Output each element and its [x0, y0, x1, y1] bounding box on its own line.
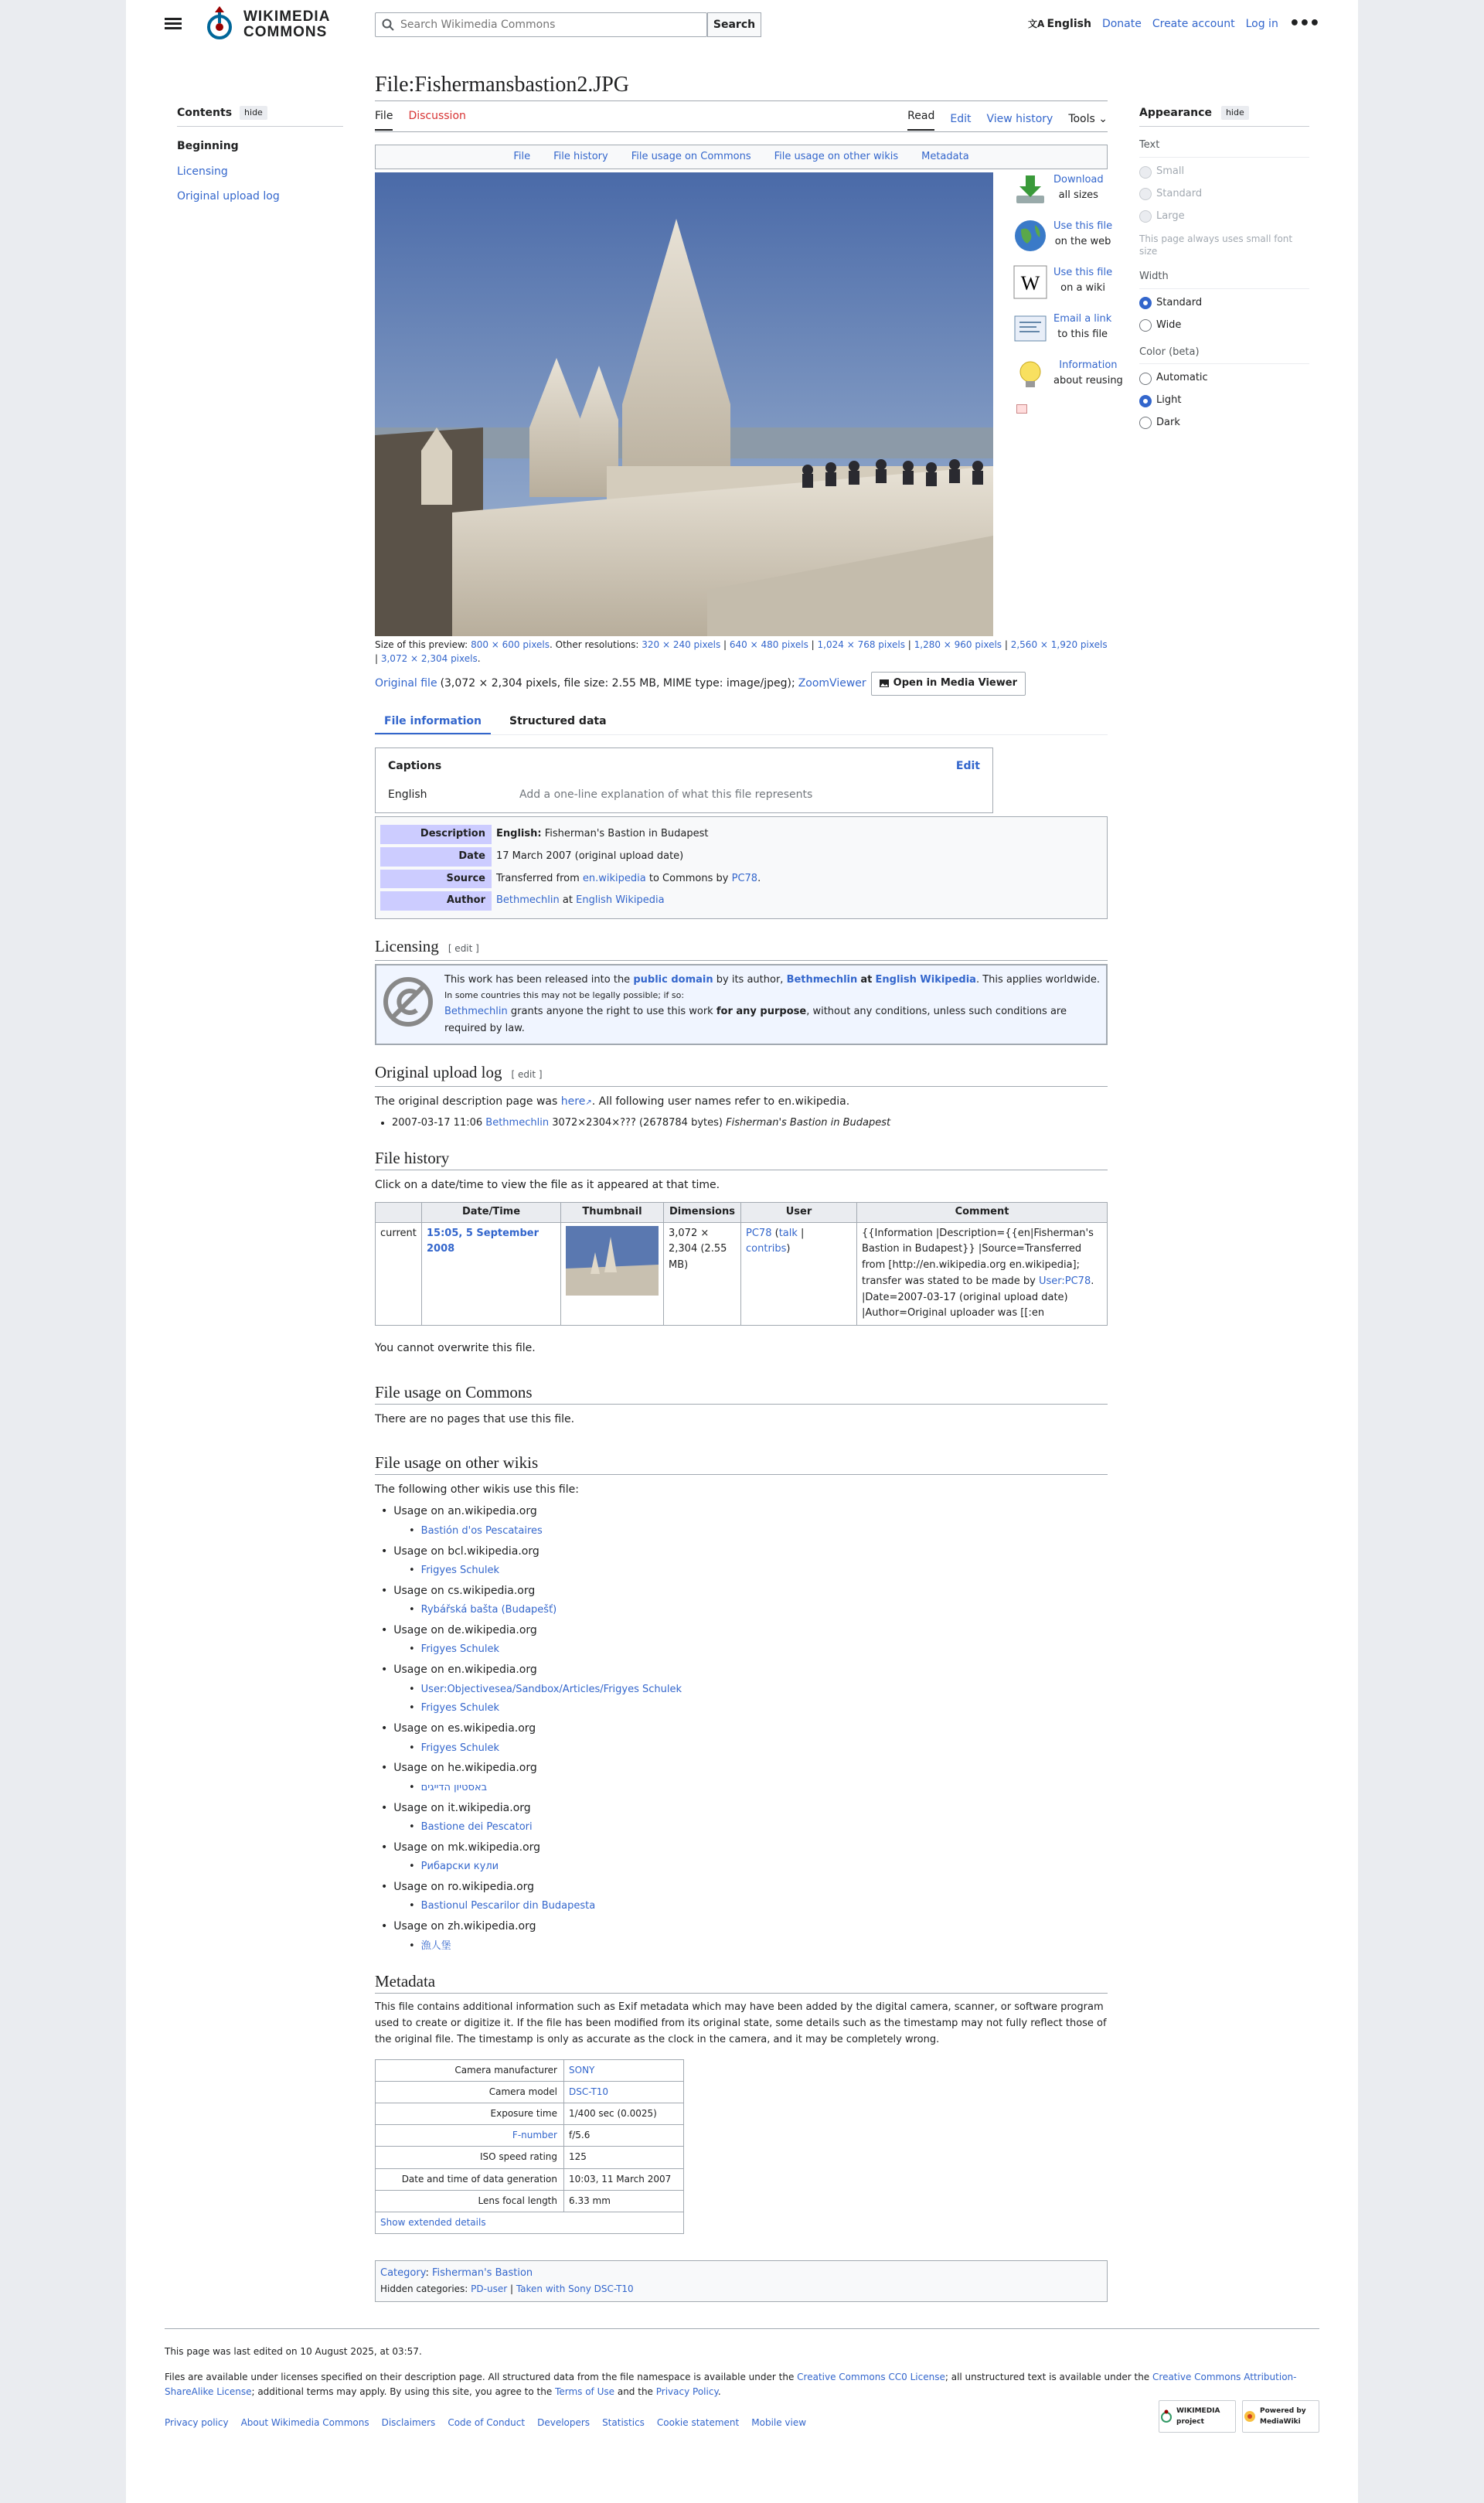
toc-item-upload-log[interactable]: Original upload log: [177, 190, 280, 203]
upload-log-entry: • 2007-03-17 11:06 Bethmechlin 3072×2304×??? (2678784 bytes) Fisherman's Bastion in Budapest: [392, 1115, 1108, 1132]
original-file-link[interactable]: Original file: [375, 677, 437, 690]
tool-use-web-text: on the web: [1054, 235, 1111, 247]
original-file-info: (3,072 × 2,304 pixels, file size: 2.55 MB, MIME type: image/jpeg);: [440, 677, 795, 690]
open-media-viewer-button[interactable]: Open in Media Viewer: [871, 672, 1026, 696]
res-link-2560[interactable]: 2,560 × 1,920 pixels: [1010, 639, 1108, 650]
filetoc-metadata[interactable]: Metadata: [921, 150, 969, 162]
color-light-radio[interactable]: Light: [1139, 393, 1309, 409]
upload-log-intro: The original description page was here↗. All following user names refer to en.wikipedia.: [375, 1095, 850, 1108]
cc0-link[interactable]: Creative Commons CC0 License: [797, 2372, 945, 2383]
footer-developers[interactable]: Developers: [537, 2416, 591, 2428]
mediawiki-badge[interactable]: Powered by MediaWiki: [1242, 2400, 1319, 2433]
licensing-heading: Licensing [ edit ]: [375, 935, 1108, 961]
source-link-pc78[interactable]: PC78: [731, 872, 758, 884]
footer: [165, 2328, 1319, 2430]
list-item: • Usage on bcl.wikipedia.org: [381, 1543, 1108, 1560]
tab-file-information[interactable]: File information: [375, 713, 491, 734]
file-preview-image[interactable]: [375, 172, 993, 636]
footer-privacy-policy[interactable]: Privacy policy: [165, 2416, 229, 2428]
col-thumbnail: Thumbnail: [561, 1202, 664, 1222]
ccbysa-link[interactable]: Creative Commons Attribution-ShareAlike License: [165, 2372, 1297, 2398]
row-dimensions: 3,072 × 2,304 (2.55 MB): [664, 1222, 741, 1326]
usage-page-link[interactable]: • User:Objectivesea/Sandbox/Articles/Frigyes Schulek: [420, 1683, 682, 1695]
res-link-1280[interactable]: 1,280 × 960 pixels: [914, 639, 1002, 650]
pd-author-link-2[interactable]: Bethmechlin: [444, 1005, 508, 1017]
list-item: • Usage on de.wikipedia.org: [381, 1622, 1108, 1639]
upload-log-edit-link[interactable]: [ edit ]: [511, 1069, 543, 1081]
list-item: • Usage on zh.wikipedia.org: [381, 1918, 1108, 1935]
date-value: 17 March 2007 (original upload date): [496, 850, 684, 862]
last-edited: This page was last edited on 10 August 2025, at 03:57.: [165, 2346, 422, 2357]
license-text: Files are available under licenses specified on their description page. All structured data from the file namespace is available under the Creative Commons CC0 License; all unstructured text is available under the Creative Commons Attribution-ShareAlike License; additional terms may apply. By using this site, you agree to the Terms of Use and the Privacy Policy.: [165, 2372, 1297, 2398]
search-input[interactable]: [400, 16, 694, 33]
table-row: F-number f/5.6: [376, 2125, 684, 2147]
broken-image-icon: [1016, 404, 1027, 414]
upload-log-list: [392, 1115, 1108, 1132]
wikimedia-commons-logo[interactable]: [200, 5, 239, 43]
row-datetime-link[interactable]: 15:05, 5 September 2008: [427, 1227, 539, 1255]
usage-page-link[interactable]: • Bastionul Pescarilor din Budapesta: [420, 1900, 596, 1912]
table-of-contents: [177, 104, 343, 213]
wikipedia-icon: [1013, 265, 1047, 299]
file-image-area: [375, 172, 1123, 652]
caption-placeholder[interactable]: Add a one-line explanation of what this file represents: [519, 788, 813, 801]
licensing-edit-link[interactable]: [ edit ]: [448, 943, 479, 955]
row-contribs-link[interactable]: contribs: [746, 1243, 787, 1255]
usage-other-intro: The following other wikis use this file:: [375, 1483, 579, 1497]
privacy-policy-inline-link[interactable]: Privacy Policy: [655, 2386, 718, 2398]
file-toc: [375, 145, 1108, 169]
translate-icon: [1028, 18, 1045, 30]
footer-cookie-statement[interactable]: Cookie statement: [656, 2416, 740, 2428]
page-tabs: [375, 101, 1108, 132]
col-datetime: Date/Time: [422, 1202, 561, 1222]
col-user: User: [741, 1202, 857, 1222]
footer-mobile-view[interactable]: Mobile view: [751, 2416, 807, 2428]
tool-download-link[interactable]: Download: [1053, 174, 1104, 186]
more-options-icon[interactable]: •••: [1288, 14, 1319, 34]
list-item: • Usage on mk.wikipedia.org: [381, 1839, 1108, 1856]
public-domain-icon: [383, 976, 434, 1027]
row-user: PC78 (talk | contribs): [741, 1222, 857, 1326]
tab-edit[interactable]: Edit: [950, 113, 972, 125]
file-history-intro: Click on a date/time to view the file as it appeared at that time.: [375, 1179, 720, 1192]
tool-use-wiki-link[interactable]: Use this file: [1053, 267, 1113, 278]
source-link-enwiki[interactable]: en.wikipedia: [582, 872, 646, 884]
tool-info-reuse[interactable]: [1013, 358, 1129, 404]
login-link[interactable]: Log in: [1245, 18, 1278, 30]
col-blank: [376, 1202, 422, 1222]
category-label-link[interactable]: Category: [380, 2267, 426, 2280]
usage-page-link[interactable]: • Рибарски кули: [420, 1861, 499, 1873]
download-icon: [1013, 172, 1047, 206]
create-account-link[interactable]: Create account: [1152, 18, 1235, 30]
filetoc-file[interactable]: File: [513, 150, 531, 162]
footer-badges: [1159, 2400, 1319, 2433]
public-domain-link[interactable]: public domain: [633, 974, 713, 986]
table-row: Camera model DSC-T10: [376, 2081, 684, 2103]
row-user-link[interactable]: PC78: [746, 1227, 772, 1239]
filetoc-usage-other[interactable]: File usage on other wikis: [774, 150, 899, 162]
wikimedia-logo-icon: [1159, 2409, 1173, 2423]
wikimedia-project-badge[interactable]: WIKIMEDIA project: [1159, 2400, 1236, 2433]
list-item: • Usage on es.wikipedia.org: [381, 1720, 1108, 1737]
information-box: [375, 816, 1108, 919]
metadata-text: This file contains additional information such as Exif metadata which may have been added by the digital camera, scanner, or software program used to create or digitize it. If the file has been modified from its original state, some details such as the timestamp may not fully reflect those of the original file. The timestamp is only as accurate as the clock in the camera, and it may be completely wrong.: [375, 2001, 1107, 2045]
list-item: • Usage on en.wikipedia.org: [381, 1661, 1108, 1678]
usage-commons-heading: File usage on Commons: [375, 1381, 1108, 1405]
svg-text:文A: 文A: [1028, 19, 1045, 30]
footer-statistics[interactable]: Statistics: [602, 2416, 645, 2428]
list-item: • Usage on it.wikipedia.org: [381, 1800, 1108, 1817]
author-label: Author: [380, 891, 492, 911]
captions-box: [375, 747, 993, 813]
public-domain-notice: This work has been released into the public domain by its author, Bethmechlin at English Wikipedia. This applies worldwide. In some countries this may not be legally possible; if so: Bethmechlin grants anyone the right to use this work for any purpose, without any conditions, unless such conditions are required by law.: [375, 964, 1108, 1045]
header-right: [1028, 15, 1319, 32]
search-box: [375, 12, 707, 37]
footer-code-of-conduct[interactable]: Code of Conduct: [448, 2416, 526, 2428]
main-content: [375, 71, 1123, 2302]
mediawiki-logo-icon: [1243, 2409, 1257, 2423]
table-row: [376, 1222, 1108, 1326]
toc-item-licensing[interactable]: Licensing: [177, 165, 228, 178]
pd-wiki-link[interactable]: English Wikipedia: [875, 974, 976, 986]
res-link-640[interactable]: 640 × 480 pixels: [729, 639, 808, 650]
row-comment-user-link[interactable]: User:PC78: [1038, 1275, 1091, 1287]
tab-discussion[interactable]: Discussion: [408, 110, 466, 122]
search-icon: [382, 19, 394, 31]
col-dimensions: Dimensions: [664, 1202, 741, 1222]
captions-edit-button[interactable]: Edit: [955, 760, 980, 773]
footer-disclaimers[interactable]: Disclaimers: [381, 2416, 436, 2428]
source-label: Source: [380, 870, 492, 889]
usage-page-link[interactable]: • Frigyes Schulek: [420, 1565, 500, 1577]
col-comment: Comment: [857, 1202, 1108, 1222]
table-row: ISO speed rating 125: [376, 2147, 684, 2168]
row-comment: {{Information |Description={{en|Fisherman's Bastion in Budapest}} |Source=Transferred from [http://en.wikipedia.org en.wikipedia]; transfer was stated to be made by User:PC78. |Date=2007-03-17 (original upload date) |Author=Original uploader was [[:en: [857, 1222, 1108, 1326]
table-row: Lens focal length 6.33 mm: [376, 2190, 684, 2212]
text-size-label: Text: [1139, 138, 1309, 158]
tab-file[interactable]: File: [375, 107, 393, 131]
tool-download-text: all sizes: [1058, 189, 1098, 201]
color-label: Color (beta): [1139, 345, 1309, 365]
donate-link[interactable]: Donate: [1101, 18, 1142, 30]
appearance-panel: [1139, 104, 1309, 431]
show-extended-details-link[interactable]: Show extended details: [380, 2217, 486, 2229]
language-selector[interactable]: [1028, 15, 1091, 32]
text-size-note: This page always uses small font size: [1139, 233, 1293, 257]
tool-use-web-link[interactable]: Use this file: [1053, 220, 1113, 232]
tool-use-web[interactable]: [1013, 219, 1129, 265]
hidden-category-pd-user[interactable]: PD-user: [471, 2283, 508, 2294]
meta-fnumber-link[interactable]: F-number: [512, 2130, 557, 2141]
toc-item-beginning[interactable]: Beginning: [177, 140, 239, 153]
tab-structured-data[interactable]: Structured data: [509, 714, 607, 727]
search-button[interactable]: Search: [707, 12, 761, 37]
color-automatic-radio[interactable]: Automatic: [1139, 370, 1309, 387]
row-state: current: [376, 1222, 422, 1326]
tab-view-history[interactable]: View history: [986, 113, 1053, 125]
meta-camera-model-link[interactable]: DSC-T10: [569, 2086, 609, 2097]
preview-sizes: Size of this preview: 800 × 600 pixels. Other resolutions: 320 × 240 pixels | 640 × 480 pixels | 1,024 × 768 pixels | 1,280 × 960 pixels | 2,560 × 1,920 pixels | 3,072 × 2,304 pixels.: [375, 639, 1108, 664]
file-tools: [1013, 172, 1129, 414]
original-file-line: [375, 672, 1108, 696]
wordmark-line1: WIKIMEDIA: [243, 9, 331, 25]
upload-log-here-link[interactable]: here: [560, 1095, 586, 1108]
width-label: Width: [1139, 269, 1309, 289]
usage-page-link[interactable]: • Bastione dei Pescatori: [420, 1820, 533, 1833]
usage-commons-text: There are no pages that use this file.: [375, 1412, 575, 1425]
category-link[interactable]: Fisherman's Bastion: [431, 2267, 533, 2280]
main-menu-icon[interactable]: [165, 15, 182, 31]
list-item: • Usage on he.wikipedia.org: [381, 1759, 1108, 1776]
hidden-category-sony[interactable]: Taken with Sony DSC-T10: [516, 2283, 634, 2294]
text-size-small-radio: Small: [1139, 164, 1309, 180]
pd-author-link[interactable]: Bethmechlin: [786, 974, 858, 986]
text-size-large-radio: Large: [1139, 209, 1309, 225]
preview-size-link[interactable]: 800 × 600 pixels: [471, 639, 550, 650]
list-item: • Usage on an.wikipedia.org: [381, 1503, 1108, 1520]
description-value: English: Fisherman's Bastion in Budapest: [496, 827, 709, 839]
history-thumbnail[interactable]: [566, 1226, 659, 1296]
author-link[interactable]: Bethmechlin: [496, 894, 560, 907]
usage-page-link[interactable]: • Frigyes Schulek: [420, 1702, 500, 1715]
usage-page-link[interactable]: • 漁人堡: [420, 1939, 451, 1952]
lightbulb-icon: [1013, 358, 1047, 392]
toc-title: Contents: [177, 107, 233, 119]
tool-email-link[interactable]: Email a link: [1053, 313, 1112, 325]
caption-language: English: [388, 788, 427, 801]
svg-text:W: W: [1020, 272, 1040, 295]
tool-email[interactable]: [1013, 312, 1129, 358]
email-icon: [1013, 312, 1047, 346]
source-value: Transferred from en.wikipedia to Commons by PC78.: [496, 872, 761, 884]
row-talk-link[interactable]: talk: [778, 1227, 798, 1239]
captions-title: Captions: [388, 760, 442, 773]
footer-about[interactable]: About Wikimedia Commons: [240, 2416, 369, 2428]
globe-icon: [1013, 219, 1047, 253]
list-item: • Usage on ro.wikipedia.org: [381, 1878, 1108, 1895]
table-row: Date and time of data generation 10:03, 11 March 2007: [376, 2168, 684, 2190]
upload-log-heading: Original upload log [ edit ]: [375, 1061, 1108, 1087]
page: [126, 0, 1358, 2503]
author-wiki-link[interactable]: English Wikipedia: [576, 894, 665, 907]
tool-email-text: to this file: [1057, 328, 1108, 340]
width-standard-radio[interactable]: Standard: [1139, 295, 1309, 312]
wordmark-line2: COMMONS: [243, 24, 328, 40]
usage-page-link[interactable]: • Rybářská bašta (Budapešť): [420, 1604, 557, 1616]
page-title: File:Fishermansbastion2.JPG: [375, 71, 1108, 101]
file-history-heading: File history: [375, 1146, 1108, 1170]
res-link-1024[interactable]: 1,024 × 768 pixels: [817, 639, 905, 650]
res-link-320[interactable]: 320 × 240 pixels: [642, 639, 721, 650]
author-value: Bethmechlin at English Wikipedia: [496, 894, 665, 907]
tab-read[interactable]: Read: [907, 107, 934, 131]
tools-menu[interactable]: Tools ⌄: [1068, 113, 1108, 125]
terms-of-use-link[interactable]: Terms of Use: [555, 2386, 615, 2398]
tool-info-reuse-text: about reusing: [1053, 374, 1123, 387]
tool-info-reuse-link[interactable]: Information: [1059, 359, 1118, 371]
chevron-down-icon: ⌄: [1098, 113, 1108, 125]
site-wordmark[interactable]: [243, 9, 330, 40]
external-link-icon: ↗: [585, 1098, 592, 1108]
table-row: Camera manufacturer SONY: [376, 2059, 684, 2081]
image-icon: [880, 679, 889, 688]
tool-download[interactable]: [1013, 172, 1129, 219]
color-dark-radio[interactable]: Dark: [1139, 415, 1309, 431]
table-row: Exposure time 1/400 sec (0.0025): [376, 2103, 684, 2125]
appearance-hide-button[interactable]: hide: [1221, 106, 1249, 120]
pd-small-note: In some countries this may not be legally possible; if so:: [444, 990, 685, 1001]
list-item: • Usage on cs.wikipedia.org: [381, 1582, 1108, 1599]
overwrite-note: You cannot overwrite this file.: [375, 1342, 536, 1355]
res-link-3072[interactable]: 3,072 × 2,304 pixels: [380, 653, 478, 664]
date-label: Date: [380, 847, 492, 867]
categories-box: Category: Fisherman's Bastion Hidden categories: PD-user | Taken with Sony DSC-T10: [375, 2260, 1108, 2302]
filetoc-history[interactable]: File history: [553, 150, 608, 162]
toc-hide-button[interactable]: hide: [240, 106, 267, 120]
metadata-table: [375, 2059, 684, 2235]
zoomviewer-link[interactable]: ZoomViewer: [798, 677, 866, 690]
width-wide-radio[interactable]: Wide: [1139, 318, 1309, 334]
usage-other-list: [375, 1503, 1108, 1954]
metadata-heading: Metadata: [375, 1970, 1108, 1994]
file-history-table: [375, 1202, 1108, 1326]
upload-log-user-link[interactable]: Bethmechlin: [485, 1116, 550, 1129]
usage-page-link[interactable]: • Bastión d'os Pescataires: [420, 1524, 543, 1537]
tool-use-wiki-text: on a wiki: [1060, 281, 1105, 294]
description-label: Description: [380, 825, 492, 844]
usage-page-link[interactable]: • Frigyes Schulek: [420, 1643, 500, 1656]
language-label: English: [1047, 18, 1091, 30]
header: [126, 0, 1358, 54]
usage-page-link[interactable]: • Frigyes Schulek: [420, 1742, 500, 1754]
text-size-standard-radio: Standard: [1139, 186, 1309, 203]
filetoc-usage-commons[interactable]: File usage on Commons: [631, 150, 751, 162]
meta-camera-manufacturer-link[interactable]: SONY: [569, 2064, 595, 2076]
footer-links: [165, 2416, 1319, 2430]
usage-other-heading: File usage on other wikis: [375, 1451, 1108, 1475]
tool-use-wiki[interactable]: [1013, 265, 1129, 312]
file-info-tabs: [375, 713, 1108, 735]
appearance-title: Appearance: [1139, 107, 1212, 119]
usage-page-link[interactable]: • באסטיון הדייגים: [420, 1781, 488, 1793]
